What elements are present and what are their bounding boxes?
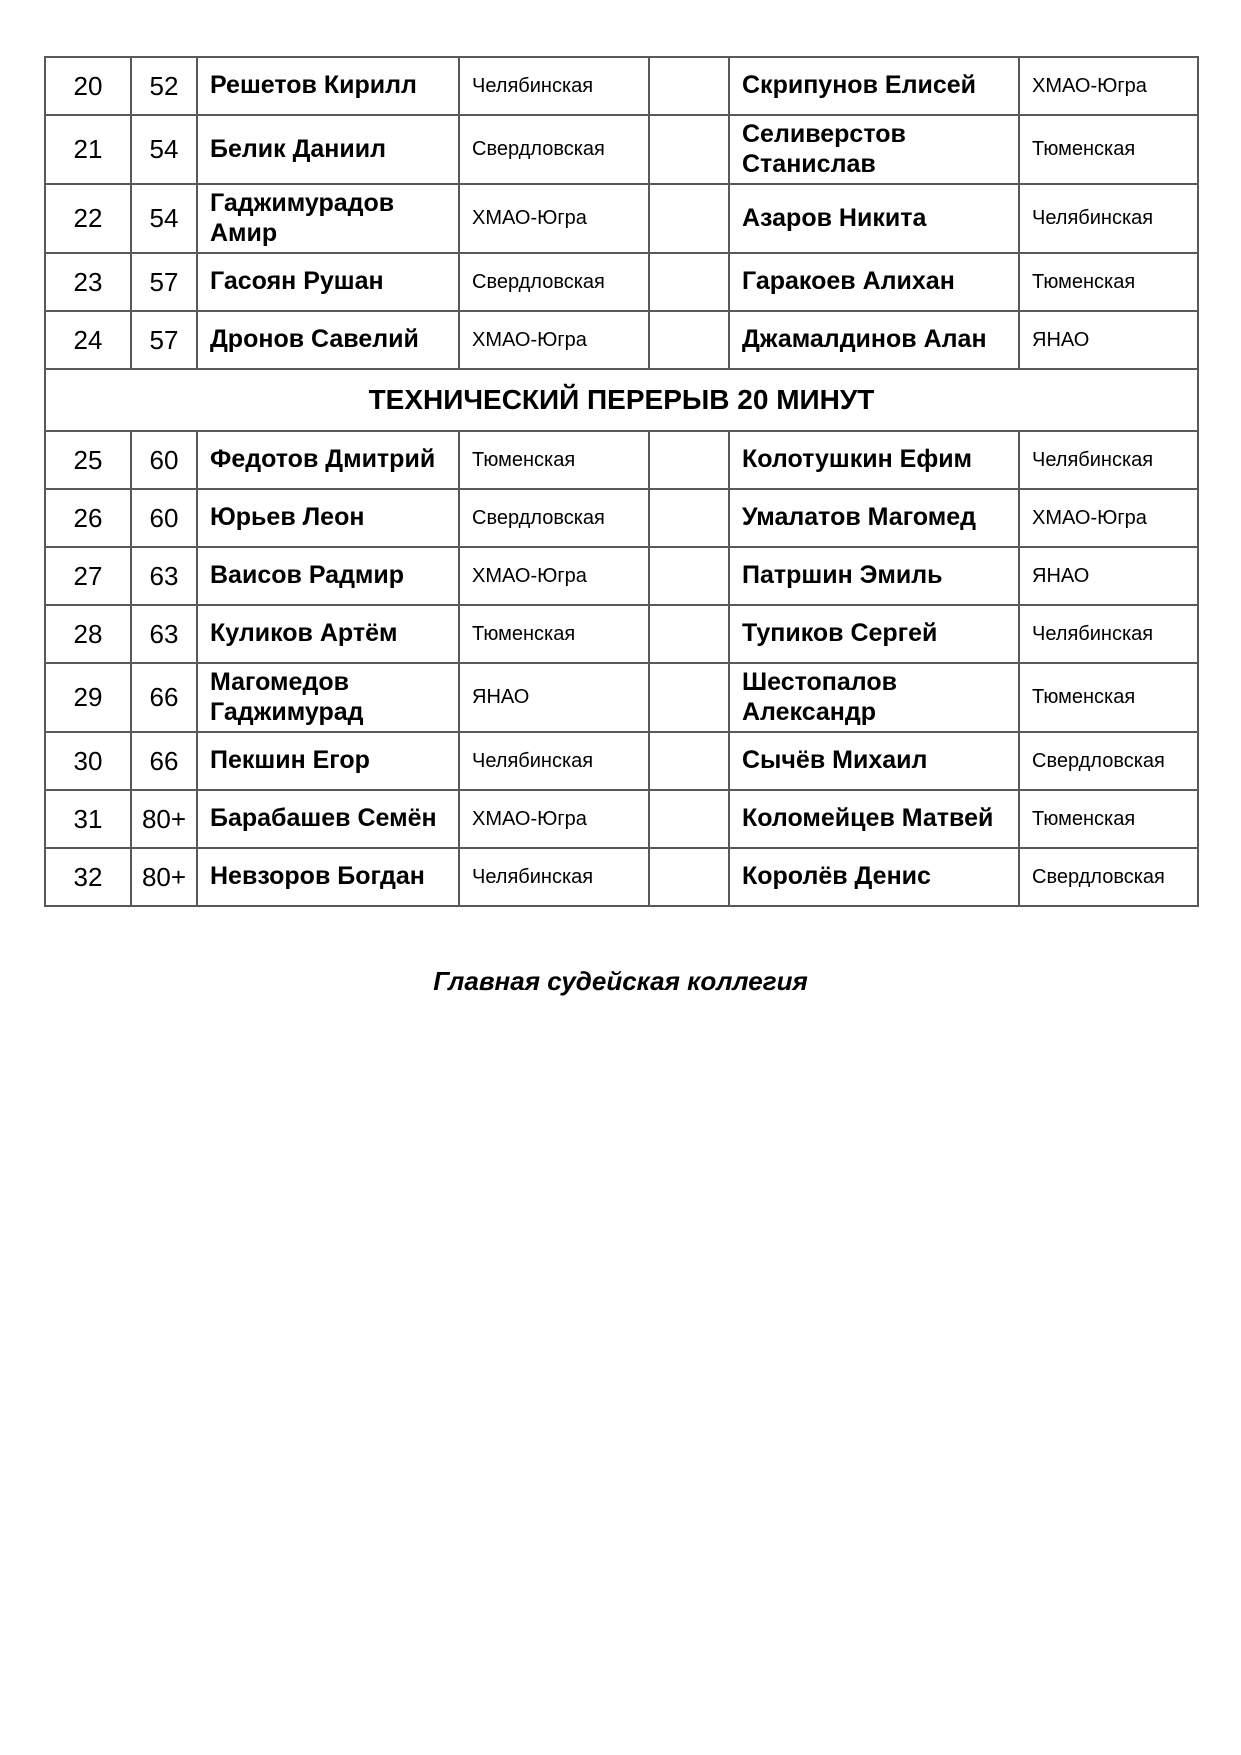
table-row — [45, 547, 1198, 605]
pairings-table — [44, 56, 1199, 907]
match-number-cell: 32 — [45, 848, 131, 906]
match-number-cell: 20 — [45, 57, 131, 115]
score-empty-cell — [649, 115, 729, 184]
blue-athlete-region-cell: Тюменская — [1019, 253, 1198, 311]
blue-athlete-name-cell: Гаракоев Алихан — [729, 253, 1019, 311]
red-athlete-region-cell: Тюменская — [459, 431, 649, 489]
weight-class-cell: 54 — [131, 184, 197, 253]
weight-class-cell: 54 — [131, 115, 197, 184]
blue-athlete-region-cell: Челябинская — [1019, 605, 1198, 663]
table-row — [45, 184, 1198, 253]
match-number-cell: 27 — [45, 547, 131, 605]
match-number-cell: 28 — [45, 605, 131, 663]
match-number-cell: 24 — [45, 311, 131, 369]
score-empty-cell — [649, 431, 729, 489]
red-athlete-region-cell: Свердловская — [459, 115, 649, 184]
match-number-cell: 21 — [45, 115, 131, 184]
score-empty-cell — [649, 253, 729, 311]
weight-class-cell: 60 — [131, 489, 197, 547]
score-empty-cell — [649, 848, 729, 906]
table-row — [45, 115, 1198, 184]
match-number-cell: 26 — [45, 489, 131, 547]
score-empty-cell — [649, 547, 729, 605]
technical-break-row — [45, 369, 1198, 431]
red-athlete-region-cell: Челябинская — [459, 57, 649, 115]
red-athlete-name-cell: Решетов Кирилл — [197, 57, 459, 115]
table-row — [45, 790, 1198, 848]
red-athlete-region-cell: ХМАО-Югра — [459, 184, 649, 253]
table-row — [45, 732, 1198, 790]
blue-athlete-region-cell: ХМАО-Югра — [1019, 489, 1198, 547]
blue-athlete-region-cell: Тюменская — [1019, 790, 1198, 848]
table-row — [45, 489, 1198, 547]
red-athlete-name-cell: Барабашев Семён — [197, 790, 459, 848]
red-athlete-name-cell: Куликов Артём — [197, 605, 459, 663]
weight-class-cell: 63 — [131, 605, 197, 663]
blue-athlete-name-cell: Сычёв Михаил — [729, 732, 1019, 790]
red-athlete-name-cell: Юрьев Леон — [197, 489, 459, 547]
table-row — [45, 848, 1198, 906]
match-number-cell: 25 — [45, 431, 131, 489]
match-number-cell: 31 — [45, 790, 131, 848]
blue-athlete-name-cell: Королёв Денис — [729, 848, 1019, 906]
judges-signature: Главная судейская коллегия — [433, 966, 808, 996]
red-athlete-region-cell: Челябинская — [459, 848, 649, 906]
score-empty-cell — [649, 605, 729, 663]
blue-athlete-name-cell: Колотушкин Ефим — [729, 431, 1019, 489]
blue-athlete-name-cell: Селиверстов Станислав — [729, 115, 1019, 184]
blue-athlete-name-cell: Тупиков Сергей — [729, 605, 1019, 663]
match-number-cell: 29 — [45, 663, 131, 732]
blue-athlete-region-cell: ХМАО-Югра — [1019, 57, 1198, 115]
blue-athlete-region-cell: Челябинская — [1019, 431, 1198, 489]
blue-athlete-name-cell: Умалатов Магомед — [729, 489, 1019, 547]
blue-athlete-name-cell: Шестопалов Александр — [729, 663, 1019, 732]
blue-athlete-region-cell: Тюменская — [1019, 663, 1198, 732]
blue-athlete-region-cell: Свердловская — [1019, 848, 1198, 906]
blue-athlete-name-cell: Азаров Никита — [729, 184, 1019, 253]
red-athlete-name-cell: Белик Даниил — [197, 115, 459, 184]
blue-athlete-name-cell: Джамалдинов Алан — [729, 311, 1019, 369]
match-number-cell: 22 — [45, 184, 131, 253]
table-row — [45, 605, 1198, 663]
score-empty-cell — [649, 311, 729, 369]
red-athlete-name-cell: Магомедов Гаджимурад — [197, 663, 459, 732]
weight-class-cell: 66 — [131, 663, 197, 732]
score-empty-cell — [649, 184, 729, 253]
weight-class-cell: 57 — [131, 311, 197, 369]
red-athlete-region-cell: ЯНАО — [459, 663, 649, 732]
red-athlete-name-cell: Гасоян Рушан — [197, 253, 459, 311]
score-empty-cell — [649, 790, 729, 848]
red-athlete-region-cell: ХМАО-Югра — [459, 547, 649, 605]
weight-class-cell: 80+ — [131, 790, 197, 848]
blue-athlete-name-cell: Скрипунов Елисей — [729, 57, 1019, 115]
red-athlete-name-cell: Гаджимурадов Амир — [197, 184, 459, 253]
weight-class-cell: 60 — [131, 431, 197, 489]
red-athlete-region-cell: Свердловская — [459, 489, 649, 547]
blue-athlete-region-cell: Тюменская — [1019, 115, 1198, 184]
score-empty-cell — [649, 57, 729, 115]
red-athlete-name-cell: Ваисов Радмир — [197, 547, 459, 605]
weight-class-cell: 52 — [131, 57, 197, 115]
table-row — [45, 57, 1198, 115]
red-athlete-region-cell: ХМАО-Югра — [459, 311, 649, 369]
blue-athlete-region-cell: Свердловская — [1019, 732, 1198, 790]
technical-break-label: ТЕХНИЧЕСКИЙ ПЕРЕРЫВ 20 МИНУТ — [45, 369, 1198, 431]
table-row — [45, 663, 1198, 732]
table-row — [45, 311, 1198, 369]
weight-class-cell: 57 — [131, 253, 197, 311]
red-athlete-name-cell: Пекшин Егор — [197, 732, 459, 790]
red-athlete-region-cell: Челябинская — [459, 732, 649, 790]
red-athlete-region-cell: Свердловская — [459, 253, 649, 311]
match-number-cell: 30 — [45, 732, 131, 790]
weight-class-cell: 80+ — [131, 848, 197, 906]
blue-athlete-name-cell: Коломейцев Матвей — [729, 790, 1019, 848]
score-empty-cell — [649, 732, 729, 790]
match-number-cell: 23 — [45, 253, 131, 311]
red-athlete-region-cell: ХМАО-Югра — [459, 790, 649, 848]
weight-class-cell: 63 — [131, 547, 197, 605]
table-row — [45, 253, 1198, 311]
score-empty-cell — [649, 489, 729, 547]
score-empty-cell — [649, 663, 729, 732]
blue-athlete-region-cell: ЯНАО — [1019, 311, 1198, 369]
red-athlete-region-cell: Тюменская — [459, 605, 649, 663]
weight-class-cell: 66 — [131, 732, 197, 790]
blue-athlete-region-cell: ЯНАО — [1019, 547, 1198, 605]
blue-athlete-region-cell: Челябинская — [1019, 184, 1198, 253]
blue-athlete-name-cell: Патршин Эмиль — [729, 547, 1019, 605]
table-row — [45, 431, 1198, 489]
red-athlete-name-cell: Дронов Савелий — [197, 311, 459, 369]
red-athlete-name-cell: Федотов Дмитрий — [197, 431, 459, 489]
red-athlete-name-cell: Невзоров Богдан — [197, 848, 459, 906]
